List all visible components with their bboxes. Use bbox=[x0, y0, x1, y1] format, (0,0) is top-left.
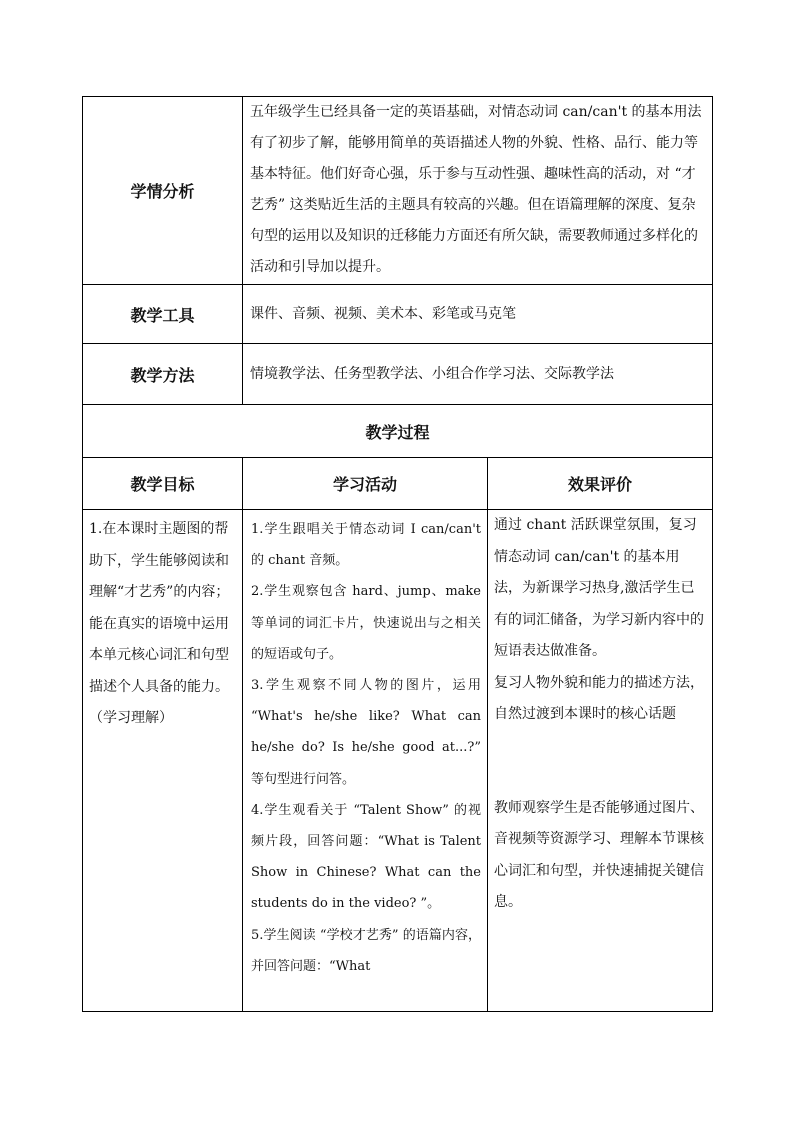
goal-cell: 1.在本课时主题图的帮助下，学生能够阅读和理解“才艺秀”的内容；能在真实的语境中运用本单元核心词汇和句型描述个人具备的能力。（学习理解） bbox=[83, 510, 243, 1012]
column-header-goal: 教学目标 bbox=[83, 458, 243, 510]
process-content-row bbox=[83, 510, 713, 1012]
activity-item: 5.学生阅读 “学校才艺秀” 的语篇内容，并回答问题：“What bbox=[251, 927, 482, 974]
evaluation-item: 教师观察学生是否能够通过图片、音视频等资源学习、理解本节课核心词汇和句型，并快速捕捉关键信息。 bbox=[494, 799, 705, 910]
analysis-text: 五年级学生已经具备一定的英语基础，对情态动词 can/can't 的基本用法有了初步了解，能够用简单的英语描述人物的外貌、性格、品行、能力等基本特征。他们好奇心强，乐于参与互动性强、趣味性高的活动，对 “才艺秀” 这类贴近生活的主题具有较高的兴趣。但在语篇理解的深度、复杂句型的运用以及知识的迁移能力方面还有所欠缺，需要教师通过多样化的活动和引导加以提升。 bbox=[243, 97, 713, 285]
evaluation-cell bbox=[488, 510, 713, 1012]
column-header-activities: 学习活动 bbox=[243, 458, 488, 510]
activity-item: 1.学生跟唱关于情态动词 I can/can't 的 chant 音频。 bbox=[251, 522, 482, 569]
methods-label: 教学方法 bbox=[83, 344, 243, 405]
activity-item: 3.学生观察不同人物的图片，运用 “What's he/she like? What can he/she do? Is he/she good at...?” 等句型进行问答。 bbox=[251, 678, 482, 787]
methods-text: 情境教学法、任务型教学法、小组合作学习法、交际教学法 bbox=[243, 344, 713, 405]
evaluation-spacer bbox=[494, 731, 706, 793]
column-header-evaluation: 效果评价 bbox=[488, 458, 713, 510]
column-header-row bbox=[83, 458, 713, 510]
methods-row bbox=[83, 344, 713, 405]
lesson-plan-table bbox=[82, 96, 713, 1012]
evaluation-item: 复习人物外貌和能力的描述方法，自然过渡到本课时的核心话题 bbox=[494, 674, 705, 722]
process-heading: 教学过程 bbox=[83, 405, 713, 458]
process-row bbox=[83, 405, 713, 458]
tools-row bbox=[83, 285, 713, 344]
activity-item: 2.学生观察包含 hard、jump、make 等单词的词汇卡片，快速说出与之相关的短语或句子。 bbox=[251, 584, 482, 662]
activities-cell bbox=[243, 510, 488, 1012]
tools-label: 教学工具 bbox=[83, 285, 243, 344]
analysis-row bbox=[83, 97, 713, 285]
analysis-label: 学情分析 bbox=[83, 97, 243, 285]
tools-text: 课件、音频、视频、美术本、彩笔或马克笔 bbox=[243, 285, 713, 344]
evaluation-item: 通过 chant 活跃课堂氛围，复习情态动词 can/can't 的基本用法，为新课学习热身,激活学生已有的词汇储备，为学习新内容中的短语表达做准备。 bbox=[494, 517, 705, 659]
activity-item: 4.学生观看关于 “Talent Show” 的视频片段，回答问题：“What is Talent Show in Chinese? What can the students do in the video? ”。 bbox=[251, 802, 482, 912]
